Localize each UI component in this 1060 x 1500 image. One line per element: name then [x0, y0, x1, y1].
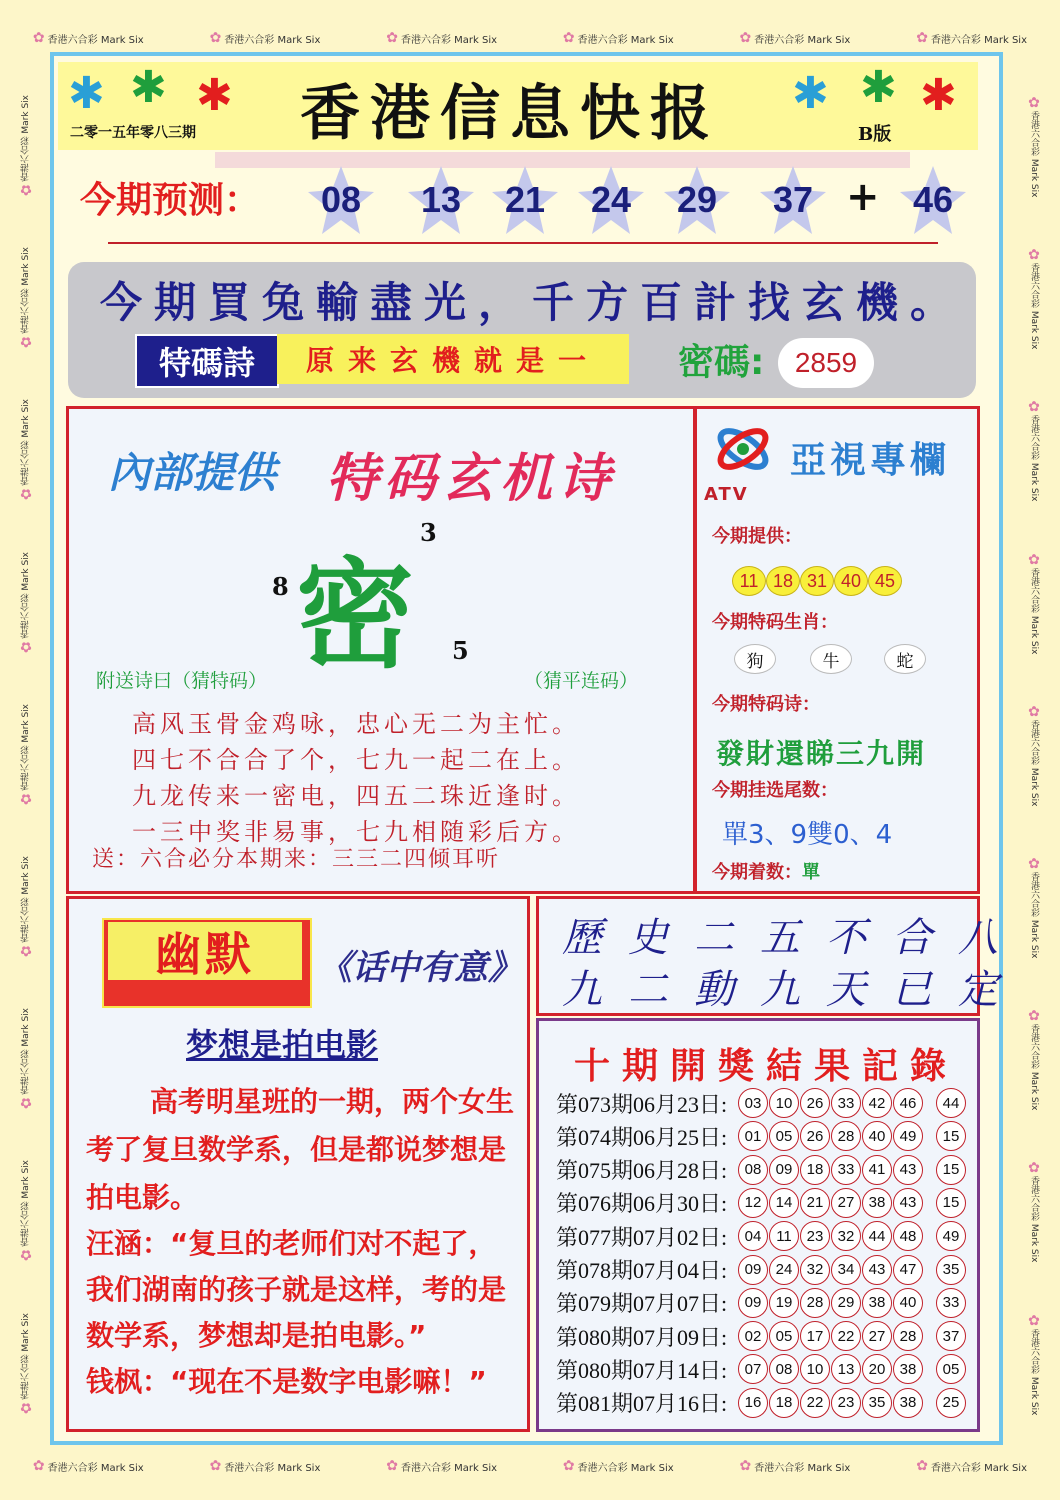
odd-label: 今期着数： [712, 862, 802, 883]
border-text: 香港六合彩 Mark Six [754, 1462, 851, 1474]
result-ball: 21 [800, 1188, 830, 1218]
result-date: 第078期07月04日: [556, 1258, 728, 1283]
border-item [386, 1458, 497, 1474]
provide-ball: 45 [868, 566, 902, 596]
number-text: 21 [504, 179, 546, 220]
asterisk-icon: ✱ [68, 68, 105, 119]
result-ball: 08 [738, 1155, 768, 1185]
border-item [563, 30, 674, 46]
result-date: 第076期06月30日: [556, 1191, 728, 1217]
flower-icon: ✿ [1026, 1312, 1042, 1329]
border-text: 香港六合彩 Mark Six [21, 855, 31, 943]
border-text: 香港六合彩 Mark Six [21, 703, 31, 791]
result-ball: 44 [862, 1221, 892, 1251]
border-text: 香港六合彩 Mark Six [1029, 110, 1039, 198]
result-row [556, 1088, 967, 1118]
border-text: 香港六合彩 Mark Six [21, 1312, 31, 1400]
border-text: 香港六合彩 Mark Six [21, 399, 31, 486]
result-ball: 19 [769, 1288, 799, 1318]
humor-line: 钱枫：“现在不是数字电影嘛！” [86, 1365, 487, 1398]
result-ball: 05 [769, 1321, 799, 1351]
result-ball: 18 [800, 1155, 830, 1185]
flower-icon: ✿ [18, 1399, 34, 1416]
poem-text: 原来玄機就是一 [277, 334, 629, 384]
result-ball: 33 [831, 1155, 861, 1185]
code-value: 2859 [778, 338, 874, 388]
result-row [556, 1188, 967, 1218]
special-ball: 33 [936, 1288, 966, 1318]
border-text: 香港六合彩 Mark Six [47, 34, 144, 46]
border-item [563, 1458, 674, 1474]
result-ball: 34 [831, 1255, 861, 1285]
prediction-number [900, 164, 966, 236]
border-item [916, 30, 1027, 46]
asterisk-icon: ✱ [920, 70, 957, 121]
issue-number: 二零一五年零八三期 [70, 125, 196, 141]
prediction-number [492, 164, 558, 236]
flower-icon: ✿ [739, 30, 752, 46]
border-text: 香港六合彩 Mark Six [400, 34, 498, 46]
number-bottom: 5 [452, 636, 469, 665]
prediction-number [578, 164, 644, 236]
border-text: 香港六合彩 Mark Six [1029, 871, 1039, 959]
border-text: 香港六合彩 Mark Six [1029, 719, 1039, 807]
result-ball: 04 [738, 1221, 768, 1251]
border-item [18, 552, 34, 654]
result-ball: 08 [769, 1354, 799, 1384]
result-ball: 28 [800, 1288, 830, 1318]
result-ball: 09 [738, 1255, 768, 1285]
special-ball: 49 [936, 1221, 966, 1251]
border-item [18, 399, 34, 501]
asterisk-icon: ✱ [130, 62, 167, 113]
special-ball: 35 [936, 1255, 966, 1285]
results-title: 十期開獎結果記錄 [574, 1046, 959, 1087]
result-ball: 27 [831, 1188, 861, 1218]
number-text: 24 [590, 179, 632, 220]
result-ball: 16 [738, 1388, 768, 1418]
humor-line: 汪涵：“复旦的老师们对不起了， [86, 1227, 497, 1260]
border-text: 香港六合彩 Mark Six [400, 1462, 498, 1474]
flower-icon: ✿ [32, 1458, 45, 1474]
result-ball: 40 [893, 1288, 923, 1318]
result-ball: 12 [738, 1188, 768, 1218]
border-text: 香港六合彩 Mark Six [1029, 1328, 1039, 1416]
border-bottom [0, 1438, 1060, 1494]
prediction-label: 今期预测： [80, 180, 261, 221]
result-ball: 22 [831, 1321, 861, 1351]
humor-line: 数学系，梦想却是拍电影。” [86, 1319, 427, 1352]
atv-logo-text: ATV [704, 484, 749, 505]
cryptic-line-1: 歷史二五不合八 [562, 915, 1024, 961]
number-top: 3 [420, 518, 437, 547]
border-item [18, 95, 34, 197]
border-item [210, 30, 321, 46]
result-ball: 49 [893, 1121, 923, 1151]
result-date: 第080期07月09日: [556, 1324, 728, 1350]
border-item [386, 30, 497, 46]
flower-icon: ✿ [18, 485, 34, 502]
humor-line: 高考明星班的一期，两个女生 [150, 1085, 515, 1118]
border-item [740, 30, 851, 46]
border-text: 香港六合彩 Mark Six [930, 34, 1027, 46]
number-left: 8 [272, 572, 289, 601]
flower-icon: ✿ [32, 30, 45, 46]
result-ball: 05 [769, 1121, 799, 1151]
border-text: 香港六合彩 Mark Six [21, 1160, 31, 1247]
number-text: 29 [676, 179, 718, 220]
result-ball: 24 [769, 1255, 799, 1285]
special-ball: 05 [936, 1354, 966, 1384]
result-date: 第080期07月14日: [556, 1357, 728, 1383]
result-ball: 43 [893, 1188, 923, 1218]
flower-icon: ✿ [209, 1458, 222, 1474]
border-item [210, 1458, 321, 1474]
border-item [1026, 856, 1042, 958]
result-ball: 18 [769, 1388, 799, 1418]
provide-ball: 40 [834, 566, 868, 596]
zodiac-badge: 牛 [810, 644, 852, 674]
result-row [556, 1221, 967, 1251]
flower-icon: ✿ [739, 1458, 752, 1474]
border-item [1026, 1008, 1042, 1110]
special-ball: 37 [936, 1321, 966, 1351]
result-date: 第077期07月02日: [556, 1224, 728, 1250]
provide-ball: 31 [800, 566, 834, 596]
result-row [556, 1354, 967, 1384]
border-item [1026, 399, 1042, 501]
border-left [6, 70, 46, 1440]
result-ball: 41 [862, 1155, 892, 1185]
border-item [1026, 552, 1042, 654]
border-item [18, 247, 34, 349]
result-ball: 27 [862, 1321, 892, 1351]
humor-badge-text: 幽默 [108, 922, 302, 980]
flower-icon: ✿ [18, 333, 34, 350]
border-item [1026, 704, 1042, 806]
result-ball: 42 [862, 1088, 892, 1118]
special-ball: 15 [936, 1121, 966, 1151]
flower-icon: ✿ [18, 1094, 34, 1111]
border-item [33, 30, 144, 46]
result-ball: 10 [769, 1088, 799, 1118]
result-row [556, 1288, 967, 1318]
border-item [1026, 247, 1042, 349]
result-row [556, 1388, 967, 1418]
flower-icon: ✿ [18, 638, 34, 654]
border-text: 香港六合彩 Mark Six [1029, 415, 1039, 502]
border-item [18, 704, 34, 806]
prediction-number [664, 164, 730, 236]
slogan: 今期買兔輸盡光，千方百計找玄機。 [100, 278, 965, 327]
poem-label: 今期特码诗： [712, 694, 820, 715]
zodiac-badge: 蛇 [884, 644, 926, 674]
flower-icon: ✿ [916, 1458, 928, 1474]
result-ball: 38 [862, 1288, 892, 1318]
result-date: 第073期06月23日: [556, 1091, 728, 1117]
odd-value: 單 [802, 862, 820, 883]
result-ball: 10 [800, 1354, 830, 1384]
result-ball: 14 [769, 1188, 799, 1218]
result-ball: 26 [800, 1088, 830, 1118]
flower-icon: ✿ [1026, 1160, 1042, 1177]
result-ball: 32 [800, 1255, 830, 1285]
result-ball: 02 [738, 1321, 768, 1351]
border-item [18, 1160, 34, 1262]
flower-icon: ✿ [562, 1458, 575, 1474]
border-text: 香港六合彩 Mark Six [1029, 1024, 1039, 1111]
zodiac-label: 今期特码生肖： [712, 612, 838, 633]
border-text: 香港六合彩 Mark Six [930, 1462, 1027, 1474]
border-item [1026, 1313, 1042, 1415]
result-ball: 28 [831, 1121, 861, 1151]
asterisk-icon: ✱ [196, 70, 233, 121]
odd-even-row [712, 858, 820, 884]
border-text: 香港六合彩 Mark Six [1029, 263, 1039, 350]
asterisk-icon: ✱ [792, 68, 829, 119]
result-row [556, 1321, 967, 1351]
border-text: 香港六合彩 Mark Six [1029, 1176, 1039, 1263]
result-ball: 38 [893, 1354, 923, 1384]
border-item [18, 856, 34, 958]
border-item [18, 1008, 34, 1110]
border-text: 香港六合彩 Mark Six [577, 1462, 674, 1474]
panel-title-right: 特码玄机诗 [326, 449, 617, 509]
result-ball: 20 [862, 1354, 892, 1384]
number-text: 46 [912, 179, 954, 220]
number-text: 08 [320, 179, 362, 220]
flower-icon: ✿ [1026, 399, 1042, 416]
humor-title: 梦想是拍电影 [186, 1026, 379, 1064]
flower-icon: ✿ [1026, 94, 1042, 111]
poem-line: 九龙传来一密电，四五二珠近逢时。 [132, 782, 580, 810]
flower-icon: ✿ [1026, 703, 1042, 720]
border-item [33, 1458, 144, 1474]
flower-icon: ✿ [18, 790, 34, 807]
secret-character: 密 [296, 545, 415, 684]
result-ball: 32 [831, 1221, 861, 1251]
flower-icon: ✿ [18, 942, 34, 959]
zodiac-badge: 狗 [734, 644, 776, 674]
provide-ball: 18 [766, 566, 800, 596]
cryptic-line-2: 九二動九天已定 [562, 967, 1024, 1013]
border-right [1014, 70, 1054, 1440]
result-ball: 17 [800, 1321, 830, 1351]
border-text: 香港六合彩 Mark Six [224, 1462, 321, 1474]
result-date: 第075期06月28日: [556, 1158, 728, 1184]
result-ball: 09 [769, 1155, 799, 1185]
special-ball: 44 [936, 1088, 966, 1118]
poem-tag: 特碼詩 [135, 334, 279, 388]
result-date: 第074期06月25日: [556, 1124, 728, 1150]
flower-icon: ✿ [1026, 855, 1042, 872]
prediction-number [308, 164, 374, 236]
result-ball: 33 [831, 1088, 861, 1118]
result-ball: 43 [893, 1155, 923, 1185]
result-ball: 43 [862, 1255, 892, 1285]
provide-ball: 11 [732, 566, 766, 596]
result-ball: 28 [893, 1321, 923, 1351]
border-text: 香港六合彩 Mark Six [1029, 567, 1039, 654]
result-row [556, 1255, 967, 1285]
result-ball: 03 [738, 1088, 768, 1118]
result-ball: 07 [738, 1354, 768, 1384]
number-text: 13 [420, 179, 462, 220]
atv-title: 亞視專欄 [790, 440, 951, 481]
special-ball: 15 [936, 1188, 966, 1218]
border-item [1026, 95, 1042, 197]
humor-line: 我们湖南的孩子就是这样，考的是 [86, 1273, 507, 1306]
result-ball: 40 [862, 1121, 892, 1151]
flower-icon: ✿ [209, 30, 222, 46]
page-title: 香港信息快报 [300, 79, 720, 149]
poem-subtitle-left: 附送诗曰（猜特码） [96, 670, 268, 692]
border-item [740, 1458, 851, 1474]
result-ball: 46 [893, 1088, 923, 1118]
fortune-poem: 發財還睇三九開 [716, 737, 927, 770]
asterisk-icon: ✱ [860, 62, 897, 113]
result-date: 第081期07月16日: [556, 1391, 728, 1417]
poem-send: 送：六合必分本期来：三三二四倾耳听 [92, 847, 501, 872]
provide-label: 今期提供： [712, 526, 802, 547]
border-text: 香港六合彩 Mark Six [577, 34, 674, 46]
edition-label: B版 [858, 124, 892, 145]
prediction-number [408, 164, 474, 236]
result-date: 第079期07月07日: [556, 1291, 728, 1317]
flower-icon: ✿ [562, 30, 575, 46]
number-text: 37 [772, 179, 814, 220]
atv-logo-icon [712, 424, 774, 474]
result-ball: 29 [831, 1288, 861, 1318]
poem-subtitle-right: （猜平连码） [524, 670, 639, 692]
border-text: 香港六合彩 Mark Six [224, 34, 321, 46]
result-ball: 48 [893, 1221, 923, 1251]
result-row [556, 1121, 967, 1151]
result-ball: 01 [738, 1121, 768, 1151]
result-ball: 13 [831, 1354, 861, 1384]
flower-icon: ✿ [18, 181, 34, 198]
result-ball: 47 [893, 1255, 923, 1285]
flower-icon: ✿ [18, 1246, 34, 1263]
poem-line: 高风玉骨金鸡咏，忠心无二为主忙。 [132, 710, 580, 738]
result-ball: 23 [831, 1388, 861, 1418]
border-text: 香港六合彩 Mark Six [21, 551, 31, 638]
tail-label: 今期挂选尾数： [712, 780, 838, 801]
border-text: 香港六合彩 Mark Six [47, 1462, 144, 1474]
result-ball: 26 [800, 1121, 830, 1151]
flower-icon: ✿ [1026, 247, 1042, 264]
border-text: 香港六合彩 Mark Six [21, 94, 31, 182]
result-row [556, 1155, 967, 1185]
result-ball: 23 [800, 1221, 830, 1251]
result-ball: 11 [769, 1221, 799, 1251]
prediction-number [760, 164, 826, 236]
flower-icon: ✿ [916, 30, 928, 46]
flower-icon: ✿ [1026, 1008, 1042, 1025]
special-ball: 15 [936, 1155, 966, 1185]
flower-icon: ✿ [1026, 551, 1042, 568]
code-label: 密碼: [678, 342, 765, 383]
humor-line: 拍电影。 [86, 1181, 199, 1214]
humor-subtitle: 《话中有意》 [318, 948, 522, 988]
border-item [18, 1313, 34, 1415]
border-text: 香港六合彩 Mark Six [754, 34, 851, 46]
result-ball: 38 [862, 1188, 892, 1218]
plus-sign: + [846, 174, 880, 220]
result-ball: 35 [862, 1388, 892, 1418]
result-ball: 09 [738, 1288, 768, 1318]
flower-icon: ✿ [386, 30, 398, 46]
border-text: 香港六合彩 Mark Six [21, 1008, 31, 1095]
border-item [1026, 1160, 1042, 1262]
divider [108, 242, 938, 244]
panel-title-left: 內部提供 [108, 448, 277, 497]
poem-line: 四七不合合了个，七九一起二在上。 [132, 746, 580, 774]
border-text: 香港六合彩 Mark Six [21, 247, 31, 334]
result-ball: 22 [800, 1388, 830, 1418]
flower-icon: ✿ [386, 1458, 398, 1474]
border-item [916, 1458, 1027, 1474]
special-ball: 25 [936, 1388, 966, 1418]
poem-line: 一三中奖非易事，七九相随彩后方。 [132, 818, 580, 846]
result-ball: 38 [893, 1388, 923, 1418]
tail-value: 單3、9雙0、4 [722, 820, 893, 850]
humor-line: 考了复旦数学系，但是都说梦想是 [86, 1133, 507, 1166]
